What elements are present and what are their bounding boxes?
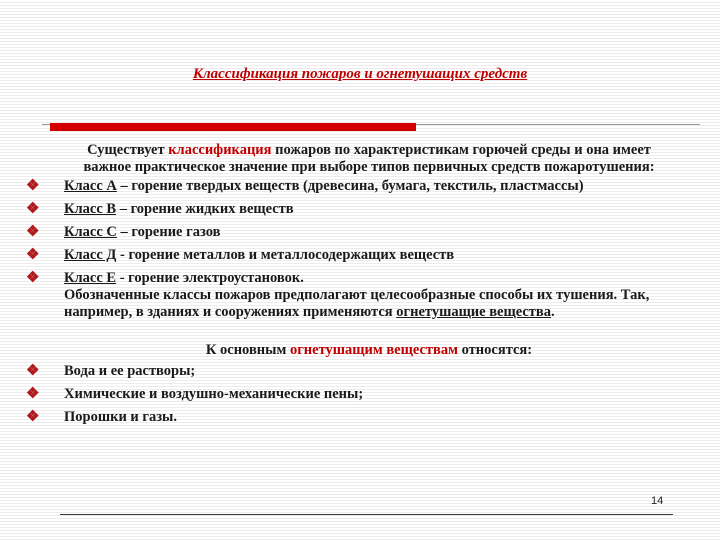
- class-label: Класс Е: [64, 270, 117, 286]
- agents-highlight: огнетушащим веществам: [289, 342, 458, 358]
- diamond-bullet-icon: ❖: [26, 409, 40, 425]
- class-description: - горение электроустановок.: [116, 270, 304, 286]
- class-item-e: [26, 270, 674, 287]
- intro-highlight: классификация: [168, 142, 272, 158]
- intro-paragraph: [64, 142, 674, 176]
- note-end: .: [550, 304, 555, 320]
- diamond-bullet-icon: ❖: [26, 363, 40, 379]
- note-text: Обозначенные классы пожаров предполагают целесообразные способы их тушения. Так, например, в зданиях и сооружениях применяются: [64, 287, 650, 320]
- note-paragraph: [64, 287, 674, 321]
- page-number: 14: [651, 495, 664, 507]
- red-accent-bar: [50, 123, 416, 131]
- intro-text-start: Существует: [87, 142, 169, 158]
- class-label: Класс А: [64, 178, 117, 194]
- class-item-c: [26, 224, 674, 241]
- intro-text-end: пожаров по характеристикам горючей среды и она имеет важное практическое значение при выборе типов первичных средств пожаротушения:: [83, 142, 655, 175]
- footer-line: [60, 514, 673, 515]
- diamond-bullet-icon: ❖: [26, 224, 40, 240]
- diamond-bullet-icon: ❖: [26, 270, 40, 286]
- class-description: – горение газов: [116, 224, 221, 240]
- slide-title: Классификация пожаров и огнетушащих средств: [192, 66, 528, 82]
- diamond-bullet-icon: ❖: [26, 178, 40, 194]
- class-description: – горение твердых веществ (древесина, бумага, текстиль, пластмассы): [116, 178, 584, 194]
- agents-intro-start: К основным: [205, 342, 290, 358]
- diamond-bullet-icon: ❖: [26, 386, 40, 402]
- note-underlined: огнетушащие вещества: [396, 304, 551, 320]
- class-description: – горение жидких веществ: [116, 201, 294, 217]
- class-item-d: [26, 247, 674, 264]
- class-label: Класс Д: [64, 247, 117, 263]
- agent-text: Химические и воздушно-механические пены;: [64, 386, 364, 402]
- class-description: - горение металлов и металлосодержащих веществ: [116, 247, 455, 263]
- class-item-b: [26, 201, 674, 218]
- agent-item: [26, 386, 674, 403]
- agents-intro: [64, 342, 674, 359]
- class-item-a: [26, 178, 674, 195]
- agent-text: Порошки и газы.: [64, 409, 178, 425]
- class-label: Класс С: [64, 224, 117, 240]
- class-label: Класс В: [64, 201, 117, 217]
- slide-content: [26, 142, 674, 432]
- agent-text: Вода и ее растворы;: [64, 363, 196, 379]
- agents-intro-end: относятся:: [458, 342, 533, 358]
- diamond-bullet-icon: ❖: [26, 201, 40, 217]
- diamond-bullet-icon: ❖: [26, 247, 40, 263]
- agent-item: [26, 363, 674, 380]
- agent-item: [26, 409, 674, 426]
